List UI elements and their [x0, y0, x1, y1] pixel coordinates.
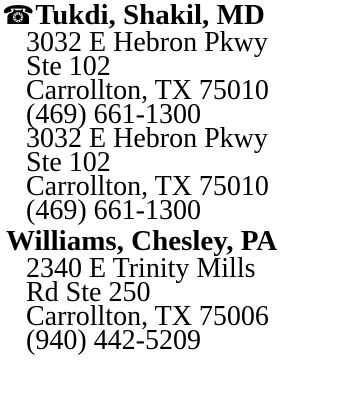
- address-city-state-zip: Carrollton, TX 75010: [26, 171, 269, 202]
- address-line-2: Ste 102: [26, 147, 111, 178]
- provider-name[interactable]: Tukdi, Shakil, MD: [35, 0, 265, 31]
- address-phone[interactable]: (469) 661-1300: [26, 99, 201, 130]
- provider-name[interactable]: Williams, Chesley, PA: [6, 225, 278, 257]
- address-line-2: Ste 102: [26, 51, 111, 82]
- address-line-1: 3032 E Hebron Pkwy: [26, 123, 268, 154]
- provider-entry: [0, 225, 357, 356]
- provider-address: [26, 253, 357, 356]
- address-city-state-zip: Carrollton, TX 75010: [26, 75, 269, 106]
- address-phone[interactable]: (469) 661-1300: [26, 195, 201, 226]
- provider-address: [26, 123, 357, 226]
- address-city-state-zip: Carrollton, TX 75006: [26, 301, 269, 332]
- provider-address: [26, 27, 357, 130]
- address-phone[interactable]: (940) 442-5209: [26, 325, 201, 356]
- address-line-1: 3032 E Hebron Pkwy: [26, 27, 268, 58]
- address-line-2: Rd Ste 250: [26, 277, 151, 308]
- address-line-1: 2340 E Trinity Mills: [26, 253, 256, 284]
- telephone-icon: ☎: [2, 1, 35, 30]
